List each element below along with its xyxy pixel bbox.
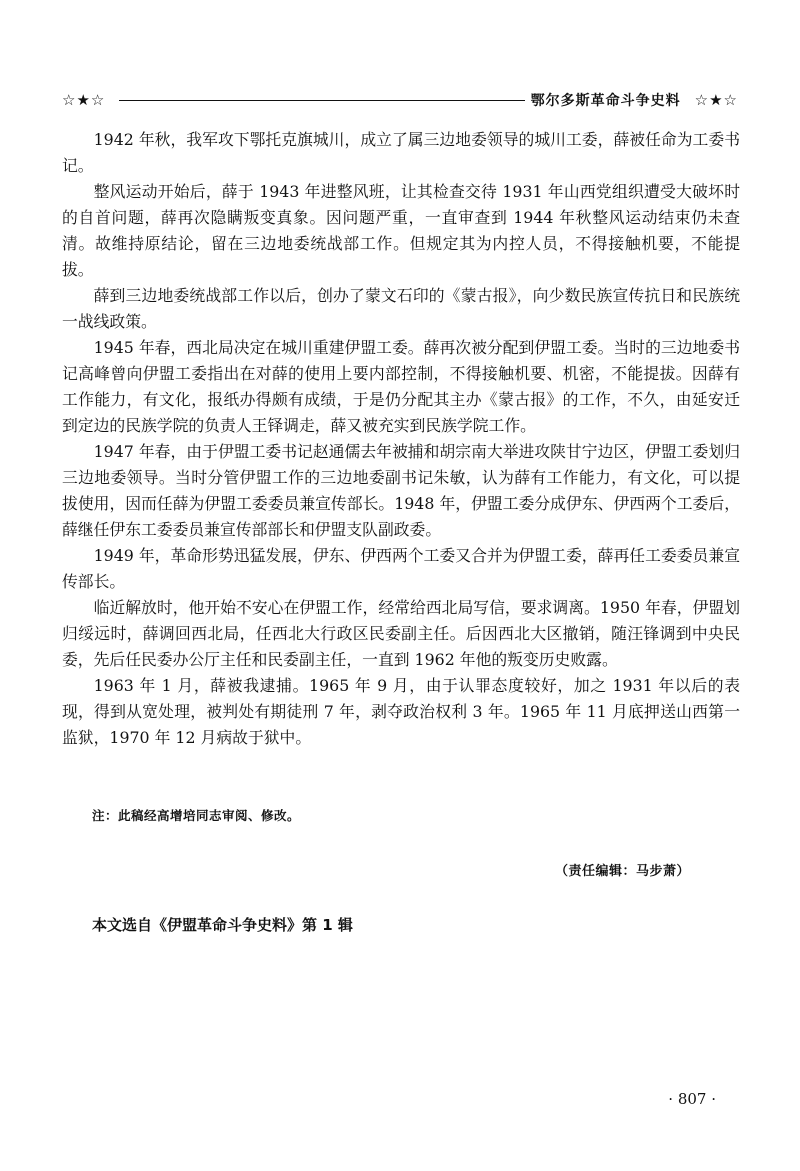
paragraph: 1945 年春，西北局决定在城川重建伊盟工委。薛再次被分配到伊盟工委。当时的三边地委书记高峰曾向伊盟工委指出在对薛的使用上要内部控制，不得接触机要、机密，不能提拔。因薛有工作能力，有文化，报纸办得颇有成绩，于是仍分配其主办《蒙古报》的工作，不久，由延安迁到定边的民族学院的负责人王铎调走，薛又被充实到民族学院工作。	[62, 338, 740, 435]
article-body	[62, 127, 740, 751]
header-rule	[119, 100, 524, 101]
paragraph: 薛到三边地委统战部工作以后，创办了蒙文石印的《蒙古报》，向少数民族宣传抗日和民族统一战线政策。	[62, 286, 740, 331]
paragraph: 1947 年春，由于伊盟工委书记赵通儒去年被捕和胡宗南大举进攻陕甘宁边区，伊盟工委划归三边地委领导。当时分管伊盟工作的三边地委副书记朱敏，认为薛有工作能力，有文化，可以提拔使用，因而任薛为伊盟工委委员兼宣传部长。1948 年，伊盟工委分成伊东、伊西两个工委后，薛继任伊东工委委员兼宣传部部长和伊盟支队副政委。	[62, 442, 740, 539]
review-note: 注：此稿经高增培同志审阅、修改。	[92, 808, 301, 823]
header-title: 鄂尔多斯革命斗争史料	[530, 93, 681, 109]
paragraph: 临近解放时，他开始不安心在伊盟工作，经常给西北局写信，要求调离。1950 年春，伊盟划归绥远时，薛调回西北局，任西北大行政区民委副主任。后因西北大区撤销，随汪锋调到中央民委，先后任民委办公厅主任和民委副主任，一直到 1962 年他的叛变历史败露。	[62, 598, 740, 669]
source-citation: 本文选自《伊盟革命斗争史料》第 1 辑	[92, 916, 353, 934]
paragraph: 整风运动开始后，薛于 1943 年进整风班，让其检查交待 1931 年山西党组织遭受大破坏时的自首问题，薛再次隐瞒叛变真象。因问题严重，一直审查到 1944 年秋整风运动结束仍未查清。故维持原结论，留在三边地委统战部工作。但规定其为内控人员，不得接触机要，不能提拔。	[62, 182, 740, 279]
left-star-ornament: ☆★☆	[62, 91, 106, 109]
running-header	[62, 88, 738, 112]
page-number: · 807 ·	[668, 1090, 716, 1108]
paragraph: 1942 年秋，我军攻下鄂托克旗城川，成立了属三边地委领导的城川工委，薛被任命为工委书记。	[62, 130, 740, 175]
right-star-ornament: ☆★☆	[694, 91, 738, 109]
responsible-editor: （责任编辑：马步萧）	[554, 864, 690, 879]
paragraph: 1949 年，革命形势迅猛发展，伊东、伊西两个工委又合并为伊盟工委，薛再任工委委员兼宣传部长。	[62, 546, 740, 591]
paragraph: 1963 年 1 月，薛被我逮捕。1965 年 9 月，由于认罪态度较好，加之 1931 年以后的表现，得到从宽处理，被判处有期徒刑 7 年，剥夺政治权利 3 年。1965 年 11 月底押送山西第一监狱，1970 年 12 月病故于狱中。	[62, 676, 740, 747]
